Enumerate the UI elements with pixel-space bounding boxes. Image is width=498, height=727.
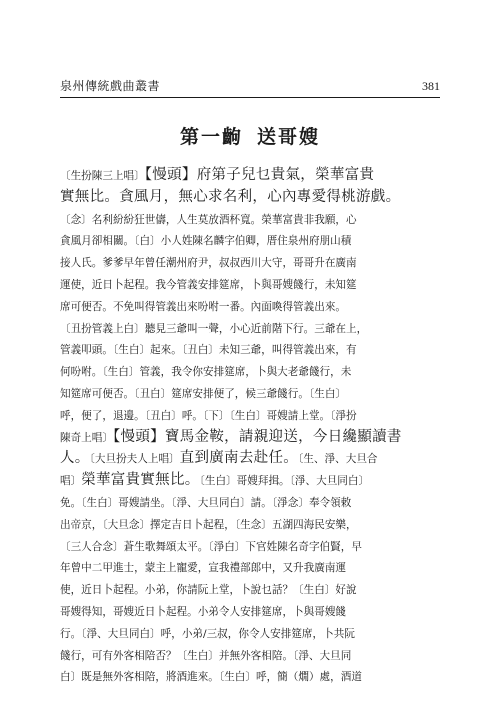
- stage-text: 免。〔生白〕哥嫂請坐。〔淨、大旦同白〕請。〔淨念〕奉令領敕: [60, 496, 352, 509]
- text-line: [60, 165, 440, 187]
- sung-lyric: 榮華富貴實無比。: [81, 472, 200, 489]
- text-line: [60, 645, 440, 667]
- script-body: [60, 165, 440, 688]
- stage-text: 〔大旦扮夫人上唱〕: [89, 453, 180, 466]
- page-number: 381: [422, 79, 440, 93]
- stage-text: 〔三人合念〕蒼生歌舞頌太平。〔淨白〕下官姓陳名奇字伯賢，早: [60, 540, 362, 553]
- text-line: [60, 514, 440, 536]
- stage-text: 運使，近日卜起程。我今管義安排筵席，卜與哥嫂餞行，未知筵: [60, 278, 357, 291]
- text-line: [60, 339, 440, 361]
- sung-lyric: 人。: [60, 450, 90, 467]
- stage-text: 貪風月卻相關。〔白〕小人姓陳名麟字伯卿，厝住泉州府朋山積: [60, 235, 352, 248]
- text-line: [60, 448, 440, 470]
- text-line: [60, 405, 440, 427]
- text-line: [60, 557, 440, 579]
- stage-text: 唱〕: [60, 475, 82, 488]
- stage-text: 知筵席可便否。〔丑白〕筵席安排便了，候三爺餞行。〔生白〕: [60, 387, 347, 400]
- sung-lyric: 直到廣南去赴任。: [179, 450, 299, 467]
- running-header: [60, 78, 440, 94]
- text-line: [60, 252, 440, 274]
- text-line: [60, 470, 440, 492]
- stage-text: 接人氏。爹爹早年曾任潮州府尹，叔叔西川大守，哥哥升在廣南: [60, 257, 357, 270]
- text-line: [60, 296, 440, 318]
- sung-lyric: 【慢頭】寶馬金鞍，請親迎送，今日纔顯讀書: [112, 428, 402, 445]
- text-line: [60, 209, 440, 231]
- stage-text: 〔丑扮管義上白〕聽見三爺叫一聲，小心近前階下行。三爺在上，: [60, 322, 368, 335]
- sung-lyric: 【慢頭】府第子兒乜貴氣，榮華富貴: [144, 167, 375, 183]
- text-line: [60, 274, 440, 296]
- text-line: [60, 623, 440, 645]
- stage-text: 陳奇上唱〕: [60, 431, 113, 444]
- text-line: [60, 579, 440, 601]
- stage-text: 席可便否。不免叫得管義出來吩咐一番。內面喚得管義出來。: [60, 300, 347, 313]
- chapter-title: [60, 125, 440, 149]
- text-line: [60, 383, 440, 405]
- stage-text: 呼，便了，退邊。〔丑白〕呼。〔下〕〔生白〕哥嫂請上堂。〔淨扮: [60, 409, 357, 422]
- stage-text: 使，近日卜起程。小弟，你請阮上堂，卜說乜話？〔生白〕好說: [60, 584, 357, 597]
- stage-text: 〔生扮陳三上唱〕: [60, 170, 145, 182]
- text-line: [60, 318, 440, 340]
- series-title: 泉州傳統戲曲叢書: [60, 79, 161, 93]
- stage-text: 〔念〕名利紛紛狂世儔，人生莫放酒杯寬。榮華富貴非我願，心: [60, 213, 357, 226]
- stage-text: 〔生白〕哥嫂拜揖。〔淨、大旦同白〕: [199, 475, 370, 488]
- stage-text: 哥嫂得知，哥嫂近日卜起程。小弟令人安排筵席，卜與哥嫂餞: [60, 605, 347, 618]
- text-line: [60, 492, 440, 514]
- stage-text: 出帝京，〔大旦念〕擇定吉日卜起程，〔生念〕五湖四海民安樂，: [60, 518, 357, 531]
- stage-text: 〔生、淨、大旦合: [298, 453, 378, 466]
- text-line: [60, 601, 440, 623]
- stage-text: 年曾中二甲進士，蒙主上寵愛，宣我禮部郎中，又升我廣南運: [60, 562, 347, 575]
- header-rule: [60, 97, 440, 98]
- stage-text: 行。〔淨、大旦同白〕呼，小弟/三叔，你令人安排筵席，卜共阮: [60, 627, 355, 640]
- text-line: [60, 666, 440, 688]
- text-line: [60, 536, 440, 558]
- stage-text: 白〕既是無外客相陪，將酒進來。〔生白〕呼，簡（燗）處，酒道: [60, 671, 362, 684]
- sung-lyric: 實無比。貪風月，無心求名利，心內專愛得桃游戲。: [60, 188, 401, 205]
- stage-text: 何吩咐。〔生白〕管義，我令你安排筵席，卜與大老爺餞行，未: [60, 366, 352, 379]
- text-line: [60, 230, 440, 252]
- text-line: [60, 187, 440, 209]
- text-line: [60, 427, 440, 449]
- text-line: [60, 361, 440, 383]
- stage-text: 管義叩頭。〔生白〕起來。〔丑白〕未知三爺，叫得管義出來，有: [60, 344, 357, 357]
- chapter-number: 第一齣: [179, 126, 243, 148]
- stage-text: 餞行，可有外客相陪否？〔生白〕并無外客相陪。〔淨、大旦同: [60, 649, 352, 662]
- chapter-name: 送哥嫂: [257, 126, 321, 148]
